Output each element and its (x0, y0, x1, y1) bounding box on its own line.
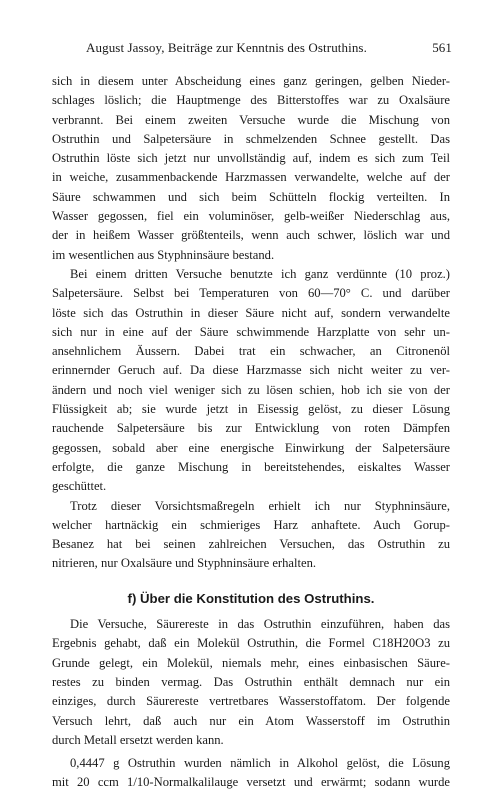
text-line: erfolgte, die ganze Mischung in bereitstehendes, eiskaltes Wasser (52, 459, 450, 474)
paragraph (52, 615, 450, 750)
text-line: verbrannt. Bei einem zweiten Versuche wurde die Mischung von (52, 112, 450, 127)
text-line: Ergebnis gehabt, daß ein Molekül Ostruthin, die Formel C18H20O3 zu (52, 636, 450, 651)
page-number: 561 (432, 40, 452, 55)
paragraph (52, 72, 450, 265)
text-line: löste sich das Ostruthin in dieser Säure nicht auf, sondern verwandelte (52, 305, 450, 320)
text-line: restes zu binden vermag. Das Ostruthin enthält demnach nur ein (52, 674, 450, 689)
text-line: Die Versuche, Säurereste in das Ostruthin einzuführen, haben das (70, 617, 450, 632)
text-line: Ostruthin und Salpetersäure in schmelzenden Schnee gestellt. Das (52, 131, 450, 146)
text-line: sich nur in eine auf der Säure schwimmende Harzplatte von sehr un- (52, 324, 450, 339)
text-line: 0,4447 g Ostruthin wurden nämlich in Alkohol gelöst, die Lösung (70, 756, 450, 771)
text-line: Grunde gelegt, ein Molekül, niemals mehr, eines einbasischen Säure- (52, 655, 450, 670)
text-line: Trotz dieser Vorsichtsmaßregeln erhielt ich nur Styphninsäure, (70, 498, 450, 513)
body-text (52, 72, 450, 793)
text-line: Besanez hat bei seinen zahlreichen Versuchen, das Ostruthin zu (52, 537, 450, 552)
text-line: geschüttet. (52, 479, 107, 494)
section-heading: f) Über die Konstitution des Ostruthins. (127, 590, 375, 606)
running-header (86, 40, 452, 56)
text-line: mit 20 ccm 1/10-Normalkalilauge versetzt und erwärmt; sodann wurde (52, 775, 450, 790)
text-line: gegossen, sobald aber eine energische Einwirkung der Salpetersäure (52, 440, 450, 455)
text-line: Ostruthin löste sich jetzt nur unvollständig auf, indem es sich zum Teil (52, 151, 450, 166)
text-line: einziges, durch Säurereste vertretbares Wasserstoffatom. Der folgende (52, 694, 450, 709)
paragraph (52, 497, 450, 574)
text-line: schlages löslich; die Hauptmenge des Bitterstoffes war zu Oxalsäure (52, 93, 450, 108)
text-line: Wasser gegossen, fiel ein voluminöser, gelb-weißer Niederschlag aus, (52, 209, 450, 224)
text-line: welcher hartnäckig ein schmieriges Harz anhaftete. Auch Gorup- (52, 517, 450, 532)
text-line: sich in diesem unter Abscheidung eines ganz geringen, gelben Nieder- (52, 74, 450, 88)
text-line: in weiche, zusammenbackende Harzmassen verwandelte, welche auf der (52, 170, 450, 185)
text-line: im wesentlichen aus Styphninsäure bestand. (52, 247, 275, 262)
text-line: durch Metall ersetzt werden kann. (52, 732, 224, 747)
text-line: Flüssigkeit ab; sie wurde jetzt in Eisessig gelöst, zu dieser Lösung (52, 402, 450, 417)
running-title: August Jassoy, Beiträge zur Kenntnis des Ostruthins. (86, 40, 367, 55)
text-line: ansehnlichem Äussern. Dabei trat ein schwacher, an Citronenöl (52, 344, 450, 359)
text-line: Bei einem dritten Versuche benutzte ich ganz verdünnte (10 proz.) (70, 266, 450, 281)
paragraph (52, 265, 450, 497)
text-line: Säure schwammen und sich beim Schütteln flockig verteilten. In (52, 189, 450, 204)
text-line: der in heißem Wasser größtenteils, wenn auch schwer, löslich war und (52, 228, 450, 243)
text-line: ändern und noch viel weniger sich zu lösen schien, hob ich sie von der (52, 382, 450, 397)
text-line: erinnernder Geruch auf. Da diese Harzmasse sich nicht weiter zu ver- (52, 363, 450, 378)
text-line: Salpetersäure. Selbst bei Temperaturen von 60—70° C. und darüber (52, 286, 450, 301)
text-line: nitrieren, nur Oxalsäure und Styphninsäure erhalten. (52, 556, 317, 571)
text-line: Versuch lehrt, daß auch nur ein Atom Wasserstoff im Ostruthin (52, 713, 450, 728)
paragraph (52, 754, 450, 793)
text-line: rauchende Salpetersäure bis zur Entwicklung von roten Dämpfen (52, 421, 450, 436)
